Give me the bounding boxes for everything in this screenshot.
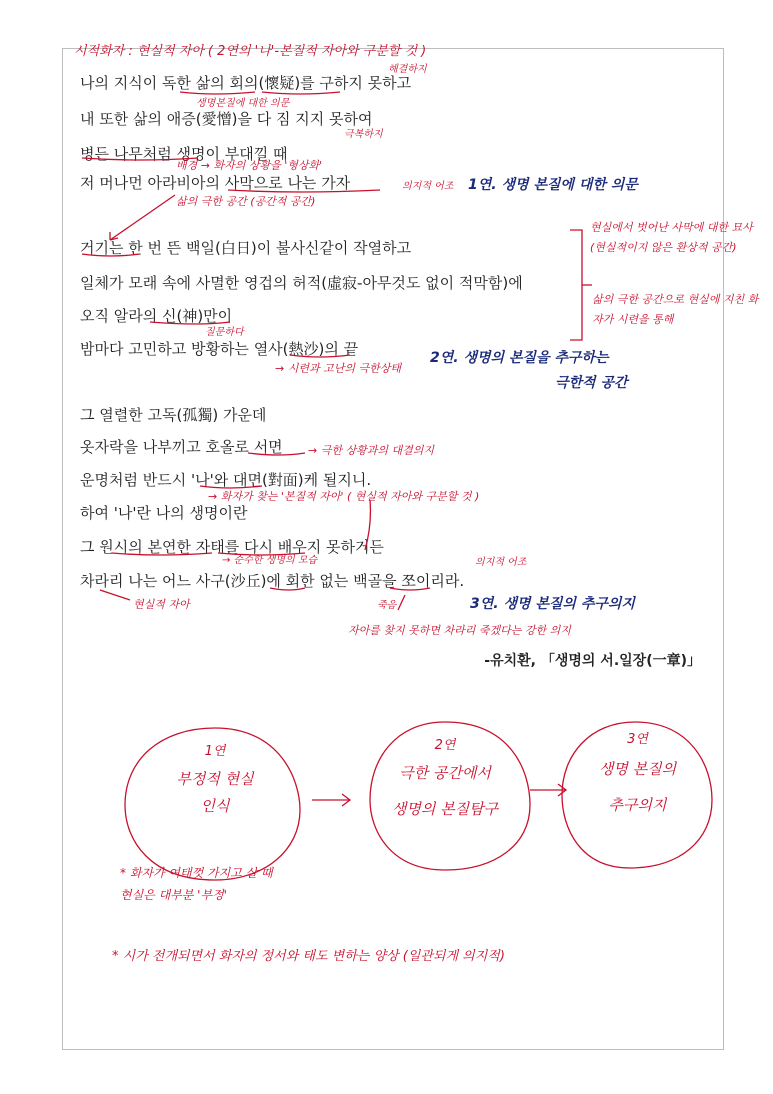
header-note: 시적화자 : 현실적 자아 ( 2연의 '나'-본질적 자아와 구분할 것 ) — [74, 44, 427, 59]
underline — [180, 92, 255, 94]
annotation: 극복하지 — [344, 129, 383, 140]
diagram-node-text: 생명 본질의 — [598, 760, 677, 778]
poem-line: 거기는 한 번 뜬 백일(白日)이 불사신같이 작열하고 — [80, 239, 412, 257]
poem-line: 그 열렬한 고독(孤獨) 가운데 — [80, 406, 267, 424]
annotation: 해결하지 — [388, 64, 427, 75]
underline — [270, 588, 305, 590]
side-note: 삶의 극한 공간으로 현실에 지친 화자가 시련을 통해 — [592, 293, 759, 326]
poem-line: 하여 '나'란 나의 생명이란 — [80, 504, 248, 522]
poem-line: 일체가 모래 속에 사멸한 영겁의 허적(虛寂-아무것도 없이 적막함)에 — [80, 274, 523, 292]
annotation: → 순수한 생명의 모습 — [222, 555, 318, 566]
stanza-label: 3연. 생명 본질의 추구의지 — [470, 596, 635, 612]
bottom-note: * 시가 전개되면서 화자의 정서와 태도 변하는 양상 (일관되게 의지적) — [112, 949, 505, 964]
annotation: → 극한 상황과의 대결의지 — [308, 444, 434, 457]
underline — [112, 553, 212, 555]
arrow — [398, 595, 405, 610]
annotation: 자아를 찾지 못하면 차라리 죽겠다는 강한 의지 — [348, 624, 571, 637]
annotation: 삶의 극한 공간 (공간적 공간) — [176, 195, 316, 208]
underline — [228, 190, 380, 192]
annotation: 현실적 자아 — [133, 598, 190, 611]
underline — [248, 453, 305, 455]
poem-line: 오직 알라의 신(神)만이 — [80, 307, 233, 325]
poem-line: 내 또한 삶의 애증(愛憎)을 다 짐 지지 못하여 — [80, 110, 373, 128]
attribution: -유치환, 「생명의 서.일장(一章)」 — [484, 653, 701, 669]
side-note: 현실에서 벗어난 사막에 대한 묘사 (현실적이지 않은 환상적 공간) — [590, 221, 753, 254]
arrow — [100, 590, 130, 600]
annotation: 생명본질에 대한 의문 — [196, 98, 290, 109]
arrow — [365, 500, 370, 550]
poem-line: 운명처럼 반드시 '나'와 대면(對面)케 될지니. — [80, 471, 372, 489]
stanza-label: 2연. 생명의 본질을 추구하는 — [430, 350, 609, 366]
arrow — [110, 195, 175, 240]
bottom-note: * 화자가 여태껏 가지고 살 때 현실은 대부분 '부정' — [120, 866, 273, 902]
diagram-node-title: 1연 — [204, 744, 226, 759]
annotation: 죽음 — [377, 600, 397, 611]
underline — [200, 486, 262, 488]
poem-line: 옷자락을 나부끼고 호올로 서면 — [80, 438, 283, 456]
underline — [262, 92, 340, 94]
poem-line: 나의 지식이 독한 삶의 회의(懷疑)를 구하지 못하고 — [80, 74, 412, 92]
poem-line: 병든 나무처럼 생명이 부대낄 때 — [80, 145, 288, 163]
diagram-arrow — [530, 784, 566, 796]
diagram-node-text: 추구의지 — [608, 796, 667, 814]
diagram-node-title: 2연 — [434, 738, 456, 753]
annotation: 의지적 어조 — [402, 181, 454, 192]
annotation: 배경 → 화자의 상황을 '형상화' — [176, 159, 323, 172]
annotation: → 시련과 고난의 극한상태 — [275, 362, 401, 375]
poem-line: 차라리 나는 어느 사구(沙丘)에 회한 없는 백골을 쪼이리라. — [80, 572, 465, 590]
underline — [82, 254, 140, 256]
bracket — [570, 230, 582, 340]
diagram-arrow — [312, 794, 350, 806]
stanza-label: 1연. 생명 본질에 대한 의문 — [468, 177, 638, 193]
underline — [290, 355, 350, 357]
underline — [218, 553, 305, 555]
diagram-node-text: 인식 — [200, 797, 230, 815]
annotation: 질문하다 — [205, 327, 244, 338]
underline — [82, 158, 198, 160]
diagram-node-title: 3연 — [627, 732, 648, 747]
underline — [150, 322, 230, 324]
poem-line: 저 머나먼 아라비아의 사막으로 나는 가자 — [80, 174, 351, 192]
underline — [390, 588, 430, 590]
annotation: → 화자가 찾는 '본질적 자아' ( 현실적 자아와 구분할 것 ) — [208, 490, 480, 503]
annotation: 의지적 어조 — [475, 557, 527, 568]
diagram-node-text: 극한 공간에서 — [399, 764, 491, 782]
poem-line: 그 원시의 본연한 자태를 다시 배우지 못하거든 — [80, 538, 384, 556]
diagram-node-text: 부정적 현실 — [176, 770, 254, 788]
stanza-label: 극한적 공간 — [555, 375, 628, 391]
poem-line: 밤마다 고민하고 방황하는 열사(熱沙)의 끝 — [80, 340, 359, 358]
diagram-node-text: 생명의 본질탐구 — [391, 800, 499, 818]
